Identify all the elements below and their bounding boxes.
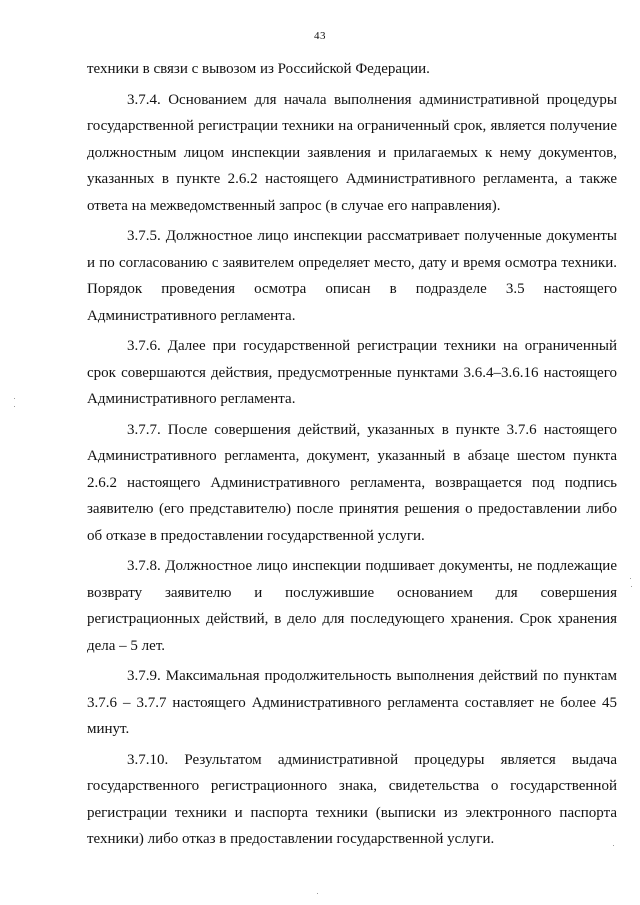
paragraph-3-7-7: 3.7.7. После совершения действий, указанных в пункте 3.7.6 настоящего Административного регламента, документ, указанный в абзаце шестом пункта 2.6.2 настоящего Административного регламента, возвращается под подпись заявителю (его представителю) после принятия решения о предоставлении либо об отказе в предоставлении государственной услуги. — [87, 421, 617, 544]
document-body — [87, 56, 617, 857]
scan-speck — [14, 406, 15, 407]
paragraph-3-7-9: 3.7.9. Максимальная продолжительность выполнения действий по пунктам 3.7.6 – 3.7.7 настоящего Административного регламента составляет не более 45 минут. — [87, 668, 617, 737]
paragraph-continuation: техники в связи с вывозом из Российской Федерации. — [87, 61, 430, 77]
scan-speck — [631, 586, 632, 587]
paragraph-3-7-10: 3.7.10. Результатом административной процедуры является выдача государственного регистрационного знака, свидетельства о государственной регистрации техники и паспорта техники (выписки из электронного паспорта техники) либо отказ в предоставлении государственной услуги. — [87, 751, 617, 847]
paragraph-3-7-8: 3.7.8. Должностное лицо инспекции подшивает документы, не подлежащие возврату заявителю и послужившие основанием для совершения регистрационных действий, в дело для последующего хранения. Срок хранения дела – 5 лет. — [87, 558, 617, 654]
page-number: 43 — [314, 30, 326, 42]
scan-speck — [613, 845, 614, 846]
scan-speck — [630, 578, 631, 579]
paragraph-3-7-6: 3.7.6. Далее при государственной регистрации техники на ограниченный срок совершаются действия, предусмотренные пунктами 3.6.4–3.6.16 настоящего Административного регламента. — [87, 338, 617, 407]
scan-speck — [317, 893, 318, 894]
paragraph-3-7-5: 3.7.5. Должностное лицо инспекции рассматривает полученные документы и по согласованию с заявителем определяет место, дату и время осмотра техники. Порядок проведения осмотра описан в подразделе 3.5 настоящего Административного регламента. — [87, 228, 617, 324]
scan-speck — [14, 398, 15, 399]
paragraph-3-7-4: 3.7.4. Основанием для начала выполнения административной процедуры государственной регистрации техники на ограниченный срок, является получение должностным лицом инспекции заявления и прилагаемых к нему документов, указанных в пункте 2.6.2 настоящего Административного регламента, а также ответа на межведомственный запрос (в случае его направления). — [87, 91, 617, 214]
